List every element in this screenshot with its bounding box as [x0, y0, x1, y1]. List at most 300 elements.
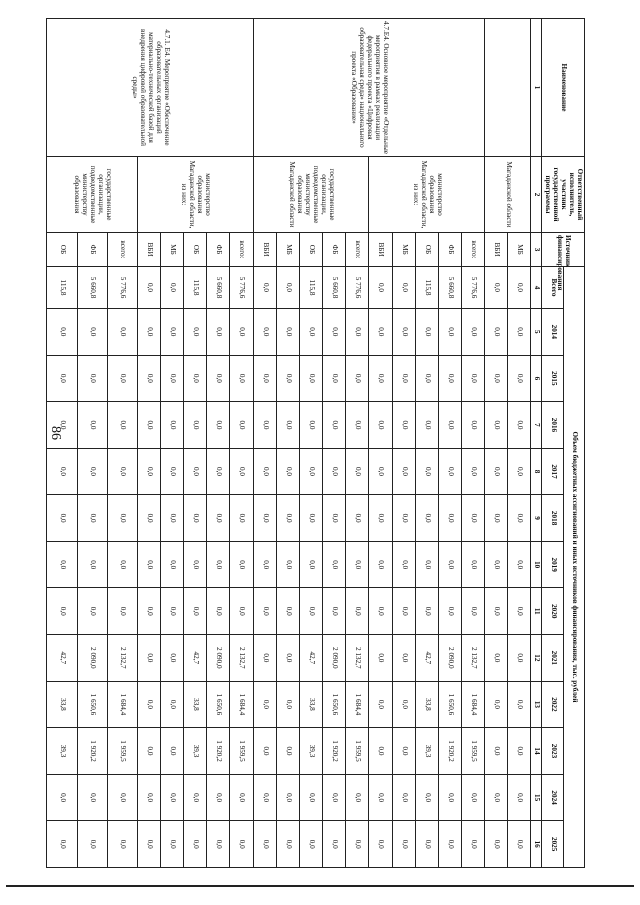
year-value-cell: 0,0	[137, 728, 160, 775]
year-value-cell: 0,0	[276, 448, 299, 495]
year-value-cell: 0,0	[276, 774, 299, 821]
year-value-cell: 0,0	[485, 495, 508, 542]
year-value-cell: 0,0	[323, 448, 346, 495]
year-value-cell: 0,0	[160, 588, 183, 635]
year-value-cell: 0,0	[508, 495, 531, 542]
year-value-cell: 0,0	[508, 355, 531, 402]
year-value-cell: 0,0	[137, 774, 160, 821]
year-value-cell: 0,0	[137, 635, 160, 682]
header-name: Наименование	[542, 19, 585, 157]
year-value-cell: 0,0	[438, 541, 461, 588]
year-value-cell: 0,0	[47, 774, 77, 821]
year-value-cell: 0,0	[415, 541, 438, 588]
year-value-cell: 0,0	[137, 495, 160, 542]
year-value-cell: 0,0	[323, 774, 346, 821]
table-row	[462, 19, 485, 868]
year-value-cell: 0,0	[346, 821, 369, 868]
year-value-cell: 0,0	[137, 681, 160, 728]
header-volume: Объем бюджетных ассигнований и иных источников финансирования, тыс. рублей	[563, 267, 584, 868]
year-value-cell: 0,0	[160, 355, 183, 402]
total-value-cell: 0,0	[137, 267, 160, 309]
table-row	[230, 19, 253, 868]
year-value-cell: 0,0	[392, 448, 415, 495]
year-value-cell: 0,0	[485, 541, 508, 588]
year-value-cell: 0,0	[276, 821, 299, 868]
header-year: 2022	[542, 681, 563, 728]
year-value-cell: 0,0	[369, 681, 392, 728]
year-value-cell: 0,0	[107, 541, 137, 588]
year-value-cell: 0,0	[392, 541, 415, 588]
source-cell: всего:	[230, 233, 253, 267]
year-value-cell: 0,0	[253, 309, 276, 356]
year-value-cell: 2 090,0	[207, 635, 230, 682]
year-value-cell: 1 684,4	[346, 681, 369, 728]
year-value-cell: 0,0	[369, 635, 392, 682]
year-value-cell: 0,0	[369, 588, 392, 635]
total-value-cell: 0,0	[392, 267, 415, 309]
year-value-cell: 0,0	[77, 774, 107, 821]
year-value-cell: 1 920,2	[323, 728, 346, 775]
total-value-cell: 0,0	[276, 267, 299, 309]
year-value-cell: 0,0	[369, 309, 392, 356]
year-value-cell: 0,0	[47, 309, 77, 356]
year-value-cell: 0,0	[392, 588, 415, 635]
source-cell: ОБ	[299, 233, 322, 267]
year-value-cell: 0,0	[462, 448, 485, 495]
year-value-cell: 0,0	[107, 821, 137, 868]
source-cell: ФБ	[207, 233, 230, 267]
year-value-cell: 0,0	[184, 402, 207, 449]
year-value-cell: 0,0	[369, 821, 392, 868]
year-value-cell: 0,0	[207, 448, 230, 495]
year-value-cell: 0,0	[508, 448, 531, 495]
header-total: Всего	[542, 267, 563, 309]
year-value-cell: 1 684,4	[462, 681, 485, 728]
year-value-cell: 0,0	[207, 774, 230, 821]
source-cell: ВБИ	[137, 233, 160, 267]
year-value-cell: 0,0	[253, 402, 276, 449]
year-value-cell: 0,0	[392, 821, 415, 868]
year-value-cell: 33,8	[415, 681, 438, 728]
year-value-cell: 0,0	[276, 728, 299, 775]
column-number: 16	[531, 821, 542, 868]
rotated-table-wrapper	[58, 18, 585, 868]
year-value-cell: 0,0	[137, 541, 160, 588]
year-value-cell: 1 959,5	[462, 728, 485, 775]
year-value-cell: 0,0	[230, 495, 253, 542]
year-value-cell: 0,0	[346, 588, 369, 635]
year-value-cell: 42,7	[299, 635, 322, 682]
year-value-cell: 33,8	[184, 681, 207, 728]
year-value-cell: 0,0	[207, 541, 230, 588]
year-value-cell: 0,0	[230, 774, 253, 821]
year-value-cell: 0,0	[392, 495, 415, 542]
year-value-cell: 0,0	[107, 448, 137, 495]
year-value-cell: 0,0	[462, 309, 485, 356]
year-value-cell: 0,0	[415, 448, 438, 495]
activity-name-cell: 4.7.Е4. Основное мероприятие «Отдельные мероприятия в рамках реализации федерального проекта «Цифровая образовательная среда» национального проекта «Образование»	[253, 19, 485, 157]
year-value-cell: 0,0	[107, 588, 137, 635]
column-number: 3	[531, 233, 542, 267]
source-cell: всего:	[462, 233, 485, 267]
executor-cell: Магаданской области	[485, 157, 531, 233]
header-source: Источник финансирования	[542, 233, 585, 267]
year-value-cell: 0,0	[160, 448, 183, 495]
year-value-cell: 0,0	[77, 541, 107, 588]
year-value-cell: 0,0	[77, 309, 107, 356]
year-value-cell: 1 959,5	[346, 728, 369, 775]
year-value-cell: 0,0	[369, 355, 392, 402]
year-value-cell: 0,0	[485, 309, 508, 356]
source-cell: МБ	[392, 233, 415, 267]
source-cell: МБ	[508, 233, 531, 267]
year-value-cell: 0,0	[346, 541, 369, 588]
year-value-cell: 0,0	[462, 774, 485, 821]
header-year: 2025	[542, 821, 563, 868]
total-value-cell: 115,8	[415, 267, 438, 309]
year-value-cell: 0,0	[438, 448, 461, 495]
year-value-cell: 0,0	[107, 355, 137, 402]
column-number: 10	[531, 541, 542, 588]
year-value-cell: 0,0	[253, 681, 276, 728]
year-value-cell: 0,0	[485, 355, 508, 402]
year-value-cell: 0,0	[346, 309, 369, 356]
year-value-cell: 39,3	[299, 728, 322, 775]
year-value-cell: 0,0	[137, 309, 160, 356]
year-value-cell: 0,0	[415, 588, 438, 635]
source-cell: ОБ	[47, 233, 77, 267]
activity-name-cell: 4.7.1. Е4. Мероприятие «Обеспечение образовательных организаций материально-технической базой для внедрения цифровой образовательной среды»	[47, 19, 253, 157]
year-value-cell: 1 959,5	[107, 728, 137, 775]
year-value-cell: 0,0	[107, 402, 137, 449]
year-value-cell: 0,0	[485, 635, 508, 682]
year-value-cell: 0,0	[485, 774, 508, 821]
year-value-cell: 0,0	[160, 495, 183, 542]
year-value-cell: 0,0	[137, 588, 160, 635]
year-value-cell: 0,0	[47, 495, 77, 542]
year-value-cell: 0,0	[299, 821, 322, 868]
year-value-cell: 0,0	[207, 309, 230, 356]
year-value-cell: 0,0	[346, 495, 369, 542]
year-value-cell: 1 920,2	[207, 728, 230, 775]
year-value-cell: 0,0	[184, 355, 207, 402]
year-value-cell: 1 650,6	[207, 681, 230, 728]
year-value-cell: 0,0	[508, 541, 531, 588]
year-value-cell: 0,0	[230, 588, 253, 635]
year-value-cell: 1 920,2	[77, 728, 107, 775]
year-value-cell: 0,0	[299, 448, 322, 495]
total-value-cell: 5 776,6	[346, 267, 369, 309]
year-value-cell: 0,0	[299, 309, 322, 356]
year-value-cell: 0,0	[107, 495, 137, 542]
column-number: 13	[531, 681, 542, 728]
year-value-cell: 0,0	[137, 355, 160, 402]
year-value-cell: 0,0	[77, 588, 107, 635]
year-value-cell: 0,0	[369, 728, 392, 775]
executor-cell: министерство образования Магаданской области, из них:	[369, 157, 485, 233]
year-value-cell: 0,0	[323, 541, 346, 588]
year-value-cell: 0,0	[485, 681, 508, 728]
total-value-cell: 5 776,6	[107, 267, 137, 309]
total-value-cell: 5 660,8	[438, 267, 461, 309]
year-value-cell: 0,0	[323, 402, 346, 449]
year-value-cell: 0,0	[438, 495, 461, 542]
year-value-cell: 0,0	[207, 402, 230, 449]
year-value-cell: 0,0	[160, 541, 183, 588]
source-cell: ВБИ	[253, 233, 276, 267]
year-value-cell: 0,0	[438, 774, 461, 821]
financing-table	[46, 18, 585, 868]
year-value-cell: 0,0	[508, 821, 531, 868]
year-value-cell: 0,0	[184, 541, 207, 588]
year-value-cell: 2 090,0	[438, 635, 461, 682]
table-body	[47, 19, 531, 868]
year-value-cell: 0,0	[207, 355, 230, 402]
year-value-cell: 0,0	[253, 588, 276, 635]
year-value-cell: 2 090,0	[323, 635, 346, 682]
column-number: 7	[531, 402, 542, 449]
header-year: 2024	[542, 774, 563, 821]
year-value-cell: 39,3	[47, 728, 77, 775]
column-number: 12	[531, 635, 542, 682]
rotated-table-canvas	[58, 18, 585, 868]
year-value-cell: 0,0	[508, 728, 531, 775]
year-value-cell: 0,0	[392, 774, 415, 821]
source-cell: МБ	[160, 233, 183, 267]
year-value-cell: 0,0	[253, 448, 276, 495]
year-value-cell: 0,0	[485, 821, 508, 868]
year-value-cell: 0,0	[392, 309, 415, 356]
year-value-cell: 0,0	[184, 309, 207, 356]
total-value-cell: 5 660,8	[207, 267, 230, 309]
source-cell: ВБИ	[485, 233, 508, 267]
year-value-cell: 0,0	[438, 821, 461, 868]
year-value-cell: 0,0	[207, 495, 230, 542]
year-value-cell: 0,0	[392, 728, 415, 775]
source-cell: всего:	[346, 233, 369, 267]
total-value-cell: 0,0	[485, 267, 508, 309]
year-value-cell: 0,0	[160, 635, 183, 682]
year-value-cell: 0,0	[323, 355, 346, 402]
year-value-cell: 0,0	[137, 402, 160, 449]
year-value-cell: 0,0	[299, 774, 322, 821]
table-header	[531, 19, 585, 868]
header-year: 2018	[542, 495, 563, 542]
year-value-cell: 42,7	[184, 635, 207, 682]
year-value-cell: 0,0	[77, 495, 107, 542]
source-cell: ВБИ	[369, 233, 392, 267]
year-value-cell: 0,0	[230, 448, 253, 495]
year-value-cell: 0,0	[184, 588, 207, 635]
year-value-cell: 0,0	[299, 402, 322, 449]
year-value-cell: 0,0	[137, 821, 160, 868]
total-value-cell: 5 776,6	[462, 267, 485, 309]
executor-cell: министерство образования Магаданской области, из них:	[137, 157, 253, 233]
year-value-cell: 33,8	[299, 681, 322, 728]
scan-edge-line	[6, 885, 634, 887]
year-value-cell: 0,0	[392, 402, 415, 449]
year-value-cell: 0,0	[276, 309, 299, 356]
header-year: 2015	[542, 355, 563, 402]
year-value-cell: 0,0	[77, 821, 107, 868]
year-value-cell: 0,0	[253, 774, 276, 821]
total-value-cell: 115,8	[299, 267, 322, 309]
total-value-cell: 115,8	[184, 267, 207, 309]
year-value-cell: 0,0	[137, 448, 160, 495]
year-value-cell: 0,0	[392, 635, 415, 682]
total-value-cell: 0,0	[369, 267, 392, 309]
year-value-cell: 0,0	[323, 309, 346, 356]
header-year: 2017	[542, 448, 563, 495]
year-value-cell: 0,0	[107, 774, 137, 821]
year-value-cell: 0,0	[462, 495, 485, 542]
year-value-cell: 0,0	[160, 821, 183, 868]
year-value-cell: 0,0	[253, 821, 276, 868]
activity-name-cell	[485, 19, 531, 157]
year-value-cell: 0,0	[77, 448, 107, 495]
year-value-cell: 0,0	[462, 588, 485, 635]
year-value-cell: 0,0	[184, 821, 207, 868]
year-value-cell: 1 650,6	[323, 681, 346, 728]
total-value-cell: 5 660,8	[77, 267, 107, 309]
year-value-cell: 0,0	[438, 402, 461, 449]
total-value-cell: 0,0	[253, 267, 276, 309]
year-value-cell: 1 650,6	[438, 681, 461, 728]
year-value-cell: 2 132,7	[462, 635, 485, 682]
year-value-cell: 2 090,0	[77, 635, 107, 682]
year-value-cell: 2 132,7	[230, 635, 253, 682]
year-value-cell: 0,0	[323, 495, 346, 542]
column-number: 6	[531, 355, 542, 402]
year-value-cell: 0,0	[77, 355, 107, 402]
year-value-cell: 1 684,4	[230, 681, 253, 728]
column-number: 5	[531, 309, 542, 356]
year-value-cell: 0,0	[230, 821, 253, 868]
year-value-cell: 0,0	[438, 588, 461, 635]
year-value-cell: 0,0	[207, 588, 230, 635]
year-value-cell: 0,0	[415, 309, 438, 356]
year-value-cell: 0,0	[47, 402, 77, 449]
year-value-cell: 0,0	[253, 355, 276, 402]
total-value-cell: 5 776,6	[230, 267, 253, 309]
year-value-cell: 0,0	[462, 355, 485, 402]
year-value-cell: 0,0	[160, 728, 183, 775]
year-value-cell: 0,0	[508, 774, 531, 821]
year-value-cell: 0,0	[276, 635, 299, 682]
year-value-cell: 0,0	[207, 821, 230, 868]
year-value-cell: 0,0	[47, 541, 77, 588]
year-value-cell: 0,0	[508, 635, 531, 682]
year-value-cell: 1 684,4	[107, 681, 137, 728]
total-value-cell: 0,0	[160, 267, 183, 309]
year-value-cell: 0,0	[485, 448, 508, 495]
column-number: 11	[531, 588, 542, 635]
year-value-cell: 0,0	[346, 402, 369, 449]
year-value-cell: 0,0	[438, 309, 461, 356]
year-value-cell: 0,0	[346, 448, 369, 495]
year-value-cell: 0,0	[299, 495, 322, 542]
year-value-cell: 0,0	[369, 774, 392, 821]
year-value-cell: 0,0	[415, 495, 438, 542]
header-year: 2020	[542, 588, 563, 635]
year-value-cell: 0,0	[415, 402, 438, 449]
year-value-cell: 0,0	[230, 402, 253, 449]
source-cell: ОБ	[415, 233, 438, 267]
column-number: 15	[531, 774, 542, 821]
year-value-cell: 0,0	[230, 541, 253, 588]
table-row	[508, 19, 531, 868]
year-value-cell: 0,0	[392, 681, 415, 728]
source-cell: всего:	[107, 233, 137, 267]
year-value-cell: 0,0	[160, 774, 183, 821]
year-value-cell: 2 132,7	[107, 635, 137, 682]
total-value-cell: 115,8	[47, 267, 77, 309]
column-number: 1	[531, 19, 542, 157]
year-value-cell: 33,8	[47, 681, 77, 728]
page-number: 86	[48, 426, 63, 440]
year-value-cell: 0,0	[508, 588, 531, 635]
header-year: 2019	[542, 541, 563, 588]
year-value-cell: 0,0	[253, 635, 276, 682]
source-cell: МБ	[276, 233, 299, 267]
year-value-cell: 0,0	[184, 448, 207, 495]
year-value-cell: 0,0	[276, 402, 299, 449]
year-value-cell: 0,0	[276, 588, 299, 635]
year-value-cell: 0,0	[462, 402, 485, 449]
year-value-cell: 1 650,6	[77, 681, 107, 728]
year-value-cell: 0,0	[392, 355, 415, 402]
header-year: 2021	[542, 635, 563, 682]
year-value-cell: 0,0	[346, 774, 369, 821]
year-value-cell: 0,0	[485, 728, 508, 775]
year-value-cell: 0,0	[160, 402, 183, 449]
year-value-cell: 0,0	[230, 309, 253, 356]
year-value-cell: 0,0	[47, 448, 77, 495]
year-value-cell: 0,0	[276, 495, 299, 542]
year-value-cell: 0,0	[77, 402, 107, 449]
year-value-cell: 0,0	[415, 774, 438, 821]
year-value-cell: 39,3	[184, 728, 207, 775]
executor-cell: государственные организации, подведомственные министерству образования Магаданской области	[253, 157, 369, 233]
year-value-cell: 0,0	[253, 495, 276, 542]
executor-cell: государственные организации, подведомственные министерству образования	[47, 157, 138, 233]
year-value-cell: 0,0	[415, 355, 438, 402]
year-value-cell: 0,0	[323, 821, 346, 868]
column-number: 8	[531, 448, 542, 495]
year-value-cell: 0,0	[369, 541, 392, 588]
source-cell: ФБ	[77, 233, 107, 267]
year-value-cell: 0,0	[184, 774, 207, 821]
year-value-cell: 0,0	[160, 681, 183, 728]
year-value-cell: 0,0	[230, 355, 253, 402]
year-value-cell: 0,0	[299, 588, 322, 635]
year-value-cell: 2 132,7	[346, 635, 369, 682]
year-value-cell: 0,0	[485, 588, 508, 635]
year-value-cell: 0,0	[369, 448, 392, 495]
year-value-cell: 0,0	[253, 541, 276, 588]
year-value-cell: 0,0	[276, 681, 299, 728]
year-value-cell: 0,0	[107, 309, 137, 356]
year-value-cell: 39,3	[415, 728, 438, 775]
year-value-cell: 0,0	[438, 355, 461, 402]
year-value-cell: 0,0	[299, 541, 322, 588]
year-value-cell: 0,0	[346, 355, 369, 402]
header-year: 2014	[542, 309, 563, 356]
year-value-cell: 0,0	[276, 355, 299, 402]
year-value-cell: 0,0	[369, 402, 392, 449]
total-value-cell: 0,0	[508, 267, 531, 309]
header-executor: Ответственный исполнитель, участник государственной программы	[542, 157, 585, 233]
